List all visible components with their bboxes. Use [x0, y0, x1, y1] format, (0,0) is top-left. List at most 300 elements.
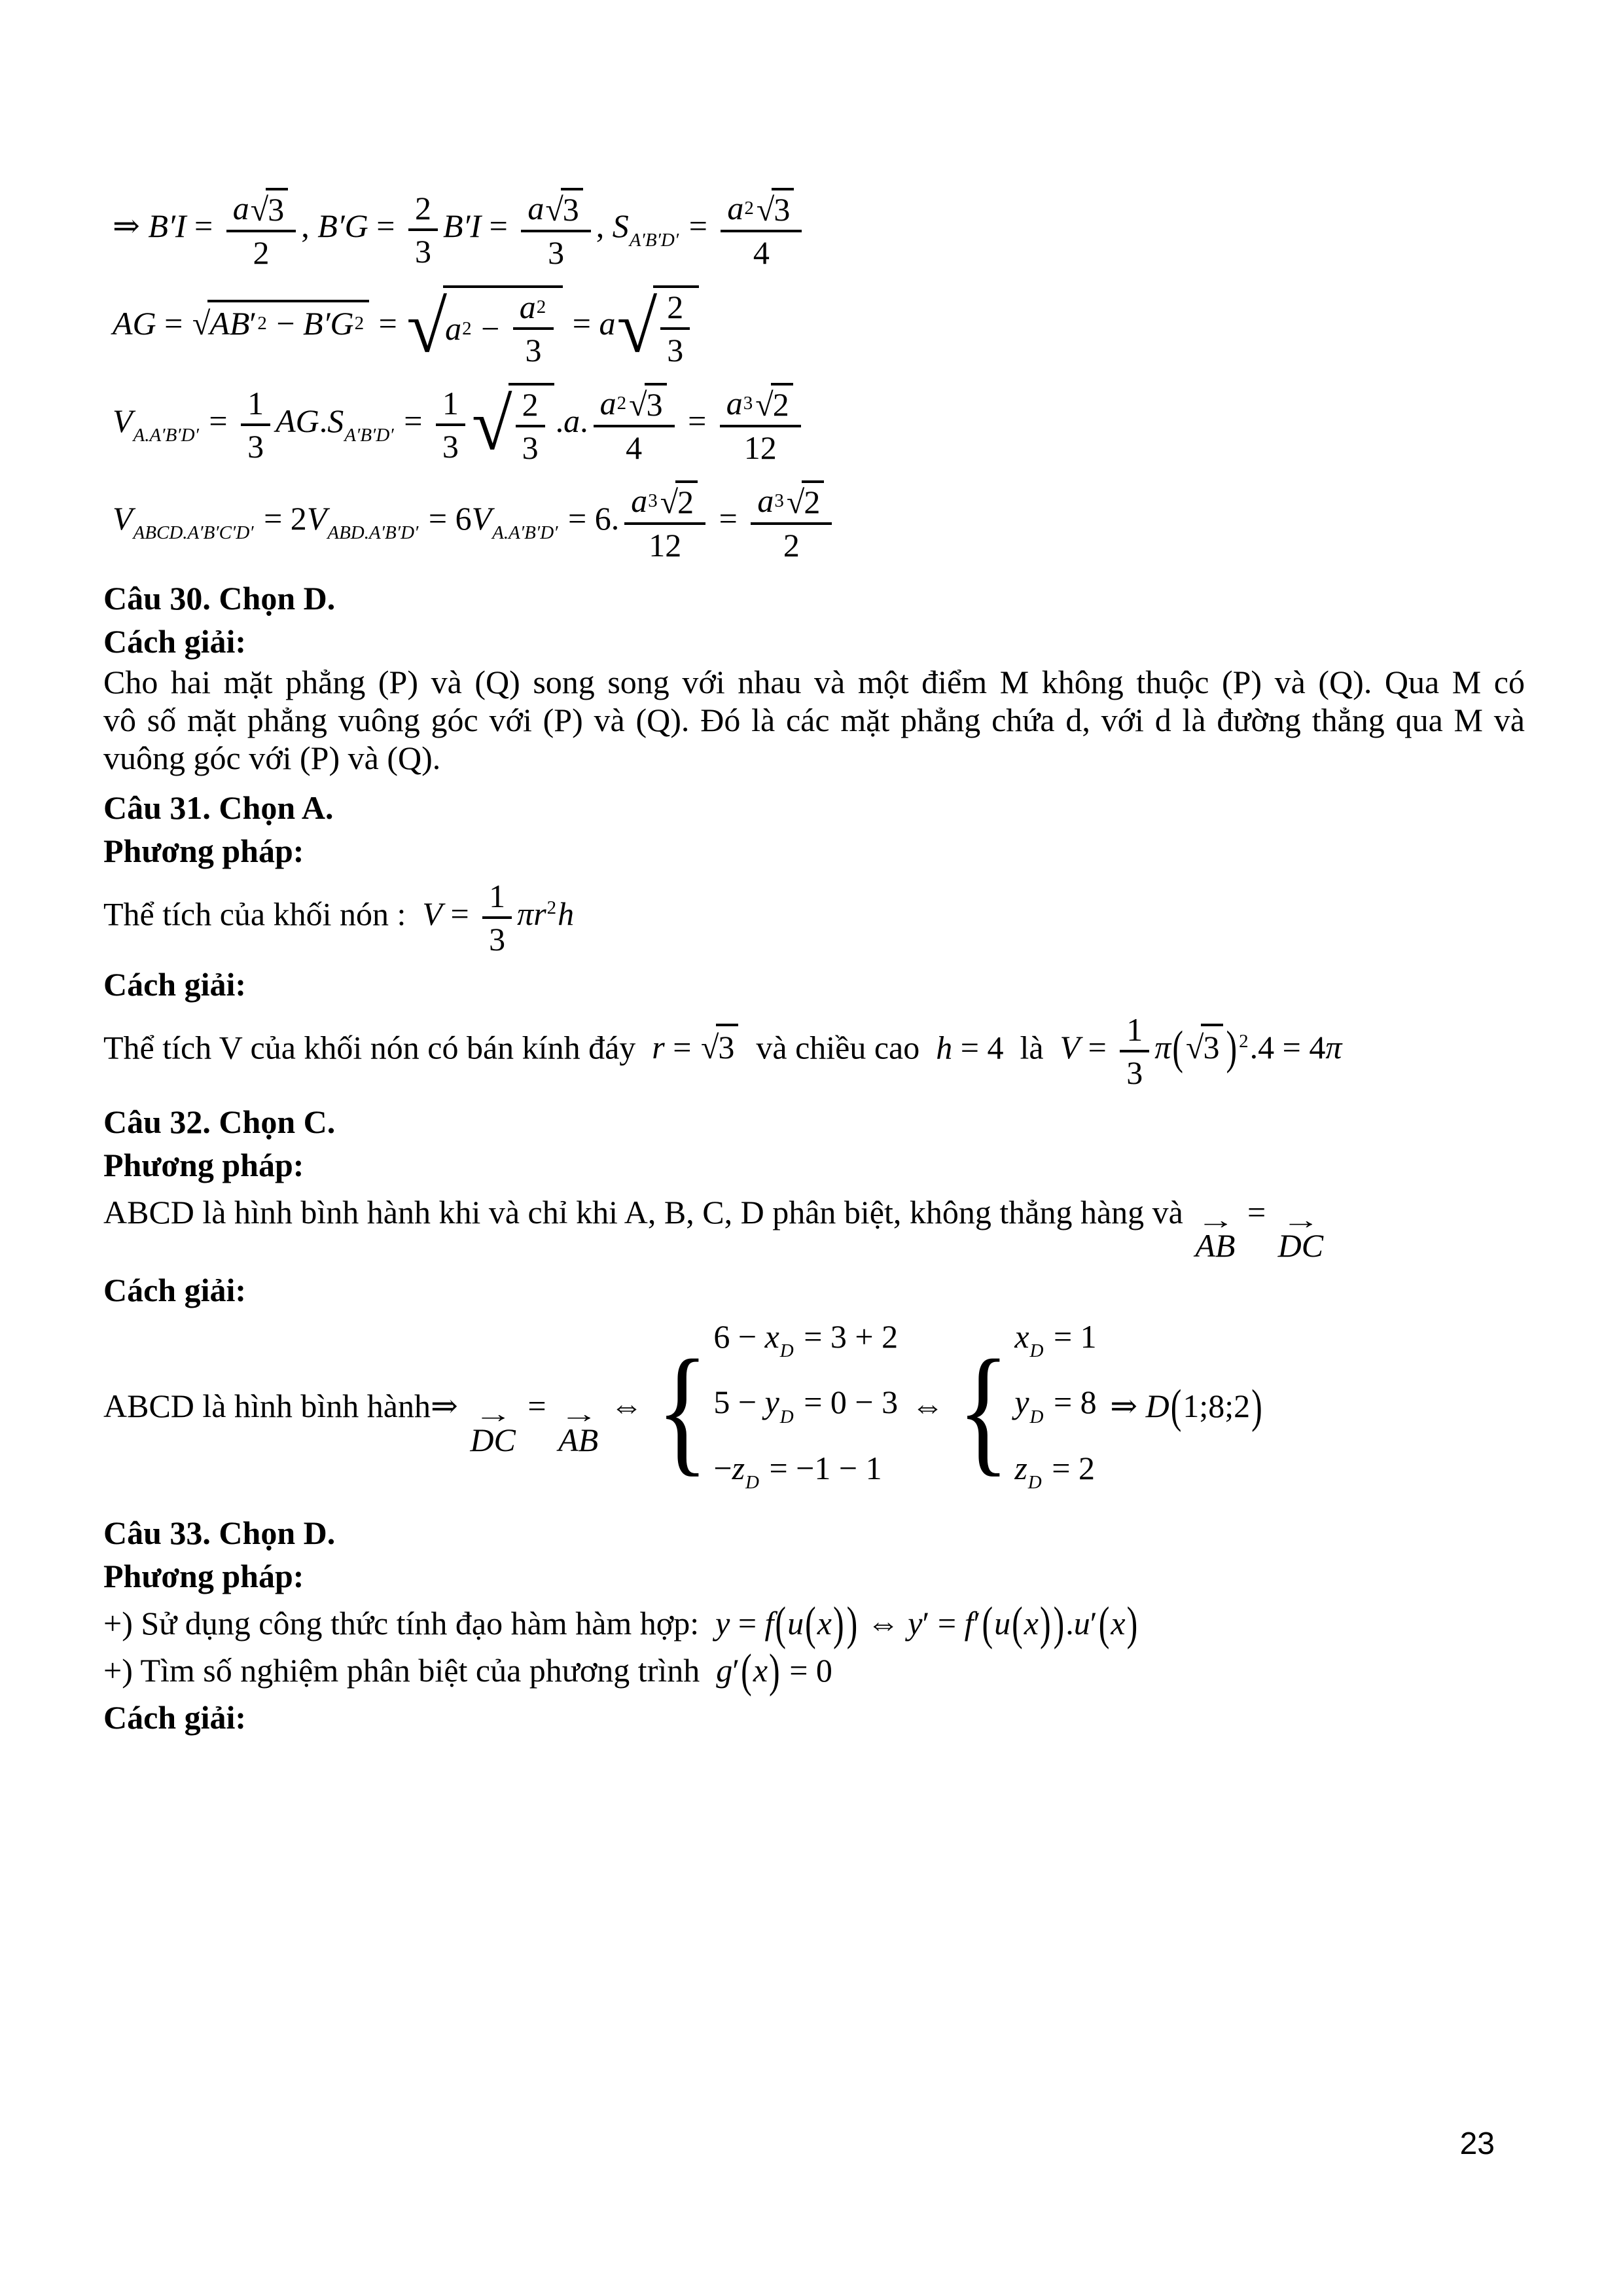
- formula-line: [103, 480, 1525, 564]
- math-text: = 8: [1045, 1384, 1097, 1421]
- math-text: 1: [247, 384, 264, 422]
- fraction-numerator: [516, 386, 545, 427]
- math-variable: a: [599, 384, 616, 422]
- math-text: 12: [649, 527, 682, 564]
- fraction-denominator: [783, 525, 800, 564]
- math-text: 2: [772, 386, 789, 423]
- square-root: [472, 383, 554, 466]
- left-paren: (: [805, 1596, 816, 1651]
- radical-icon: √: [471, 384, 512, 465]
- math-text: ⇒: [1101, 1388, 1146, 1425]
- math-text: =: [1239, 1194, 1274, 1230]
- paren-group: [1171, 1020, 1238, 1075]
- square-root: [755, 383, 793, 423]
- math-text: = −1 − 1: [760, 1449, 882, 1486]
- inline-math: [715, 1596, 1139, 1651]
- math-variable: u: [787, 1605, 804, 1642]
- math-text: 3: [562, 191, 579, 228]
- math-text: = 0 − 3: [795, 1384, 899, 1421]
- square-root: [660, 480, 698, 520]
- math-text: .4 = 4: [1249, 1029, 1326, 1066]
- math-text: 6 −: [713, 1318, 765, 1355]
- text-math-line: [103, 1192, 1525, 1263]
- math-text: ⇔: [602, 1388, 652, 1425]
- vector-name: DC: [1277, 1227, 1324, 1265]
- math-text: =: [681, 207, 716, 244]
- fraction-denominator: [1126, 1052, 1143, 1091]
- fraction: [751, 480, 832, 564]
- math-text: ′ =: [922, 1605, 965, 1642]
- radicand: [508, 383, 554, 466]
- left-paren: (: [1098, 1596, 1110, 1651]
- line-text: ABCD là hình bình hành: [103, 1388, 431, 1425]
- inline-math: [716, 1643, 832, 1698]
- fraction-numerator: [226, 188, 296, 232]
- fraction: [721, 188, 802, 271]
- math-text: 3: [247, 427, 264, 465]
- radical-icon: √: [545, 191, 563, 228]
- radicand: [266, 188, 288, 228]
- math-text: =: [664, 1029, 700, 1066]
- radicand: [561, 188, 583, 228]
- math-text: =: [481, 207, 516, 244]
- superscript: 2: [1239, 1030, 1249, 1052]
- math-variable: u: [1073, 1605, 1090, 1642]
- equation-row: [713, 1382, 898, 1437]
- math-text: =: [156, 304, 191, 342]
- radicand: [1201, 1024, 1223, 1067]
- math-text: = 3 + 2: [795, 1318, 899, 1355]
- math-text: 3: [1126, 1054, 1143, 1091]
- question-heading: Câu 32. Chọn C.: [103, 1103, 336, 1140]
- radicand: [771, 383, 793, 423]
- fraction-numerator: [720, 383, 801, 427]
- vector-name: AB: [1195, 1227, 1236, 1265]
- section-label: Phương pháp:: [103, 1147, 304, 1183]
- math-variable: B′G: [317, 207, 368, 244]
- superscript: 3: [774, 490, 784, 511]
- math-text: ′: [732, 1652, 740, 1689]
- left-paren: (: [1170, 1379, 1182, 1433]
- math-text: ′: [973, 1605, 981, 1642]
- math-text: 1: [489, 878, 506, 914]
- math-variable: B′I: [443, 207, 482, 244]
- inline-math: [1060, 1011, 1342, 1091]
- fraction: [513, 289, 554, 368]
- fraction-numerator: [721, 188, 802, 232]
- paren-group: [1169, 1379, 1264, 1433]
- inline-math: [936, 1029, 1003, 1066]
- right-paren: ): [1039, 1596, 1051, 1651]
- math-text: 3: [774, 191, 791, 228]
- square-root: [251, 188, 288, 228]
- math-variable: x: [764, 1318, 779, 1355]
- fraction-denominator: [744, 427, 777, 466]
- math-text: 3: [268, 191, 285, 228]
- radicand: [207, 300, 369, 344]
- left-paren: (: [1172, 1020, 1184, 1075]
- math-text: =: [395, 402, 431, 439]
- math-text: −: [713, 1449, 732, 1486]
- math-variable: y: [715, 1605, 730, 1642]
- line-text: +) Tìm số nghiệm phân biệt của phương trình: [103, 1652, 717, 1689]
- right-paren: ): [1053, 1596, 1065, 1651]
- line-text: +) Sử dụng công thức tính đạo hàm hàm hợp:: [103, 1605, 716, 1642]
- paragraph: [103, 663, 1525, 777]
- math-variable: a: [727, 189, 744, 226]
- math-text: ⇔: [903, 1388, 953, 1425]
- inline-math: [422, 878, 575, 958]
- math-variable: h: [936, 1029, 953, 1066]
- fraction: [594, 383, 675, 466]
- superscript: 2: [744, 197, 754, 219]
- math-variable: AG: [113, 304, 156, 342]
- vector: [1277, 1206, 1324, 1265]
- fraction-numerator: [513, 289, 554, 330]
- math-variable: V: [471, 499, 492, 537]
- fraction: [241, 385, 270, 465]
- math-text: 3: [646, 386, 663, 423]
- vector-name: DC: [470, 1421, 516, 1458]
- math-text: 4: [626, 429, 643, 466]
- fraction-denominator: [415, 231, 431, 270]
- brace-icon: {: [656, 1330, 709, 1489]
- math-text: 2: [783, 527, 800, 564]
- section-label: Cách giải:: [103, 1271, 247, 1308]
- math-variable: V: [422, 895, 442, 933]
- left-paren: (: [982, 1596, 993, 1651]
- fraction-denominator: [753, 232, 770, 271]
- radicand: [645, 383, 667, 423]
- question-heading: Câu 30. Chọn D.: [103, 580, 336, 617]
- subscript: ABCD.A′B′C′D′: [133, 522, 254, 544]
- math-variable: y: [908, 1605, 923, 1642]
- math-variable: r: [533, 895, 546, 933]
- math-text: =: [186, 207, 221, 244]
- math-text: ⇒: [430, 1388, 467, 1425]
- text-math-line: [103, 878, 1525, 958]
- square-root: [1186, 1024, 1223, 1067]
- math-variable: V: [113, 402, 133, 439]
- fraction-denominator: [526, 330, 542, 368]
- subscript: D: [1027, 1472, 1042, 1494]
- math-text: .: [319, 402, 328, 439]
- fraction: [516, 386, 545, 466]
- math-text: .: [580, 402, 588, 439]
- square-root: [757, 188, 794, 228]
- math-text: 12: [743, 429, 777, 466]
- math-text: =: [370, 304, 406, 342]
- math-variable: π: [1325, 1029, 1342, 1066]
- vector-arrow-icon: →: [474, 1400, 512, 1429]
- subscript: ABD.A′B′D′: [327, 522, 419, 544]
- right-paren: ): [769, 1643, 780, 1698]
- radical-icon: √: [700, 1029, 719, 1066]
- math-text: =: [519, 1388, 555, 1425]
- right-paren: ): [1226, 1020, 1238, 1075]
- fraction-denominator: [649, 525, 681, 564]
- inline-math: [1191, 1194, 1327, 1265]
- superscript: 3: [743, 392, 753, 414]
- fraction-denominator: [253, 232, 269, 271]
- page-number: 23: [1459, 2126, 1495, 2161]
- question-heading: Câu 31. Chọn A.: [103, 789, 334, 826]
- fraction-numerator: [408, 190, 438, 231]
- equation-system: [656, 1317, 898, 1503]
- paren-group: [1010, 1596, 1052, 1651]
- math-variable: x: [1014, 1318, 1029, 1355]
- section-label: Phương pháp:: [103, 833, 304, 869]
- math-text: .: [555, 402, 564, 439]
- math-text: 3: [718, 1029, 735, 1066]
- vector-arrow-icon: →: [1281, 1206, 1319, 1234]
- math-text: 2: [677, 484, 694, 520]
- math-variable: z: [1014, 1449, 1027, 1486]
- fraction-denominator: [489, 919, 505, 958]
- section-label: Cách giải:: [103, 623, 247, 660]
- subscript: D: [779, 1340, 794, 1362]
- superscript: 2: [354, 312, 365, 334]
- fraction-numerator: [436, 385, 465, 426]
- text-math-line: [103, 1011, 1525, 1091]
- vector: [1195, 1206, 1236, 1265]
- math-variable: a: [757, 482, 774, 519]
- fraction-denominator: [667, 330, 683, 368]
- subscript: D: [1029, 1340, 1044, 1362]
- square-root: [617, 285, 700, 368]
- math-variable: x: [753, 1652, 768, 1689]
- paragraph-line: vuông góc với (P) và (Q).: [103, 740, 441, 776]
- math-text: = 2: [1043, 1449, 1095, 1486]
- fraction-denominator: [626, 427, 642, 466]
- equation-row: [713, 1448, 898, 1503]
- radical-icon: √: [629, 386, 647, 423]
- vector-arrow-icon: →: [560, 1400, 597, 1429]
- inline-math: [430, 1318, 1264, 1494]
- math-text: −: [473, 310, 508, 347]
- math-text: =: [711, 499, 746, 537]
- math-text: 2: [522, 386, 539, 423]
- fraction-numerator: [594, 383, 675, 427]
- text-math-line: [103, 1317, 1525, 1503]
- radical-icon: √: [786, 484, 805, 520]
- vector-name: AB: [558, 1421, 599, 1458]
- radicand: [716, 1024, 738, 1067]
- fraction-numerator: [521, 188, 590, 232]
- math-variable: r: [652, 1029, 665, 1066]
- math-text: 3: [667, 332, 684, 368]
- math-text: ,: [596, 207, 613, 244]
- math-variable: π: [517, 895, 534, 933]
- square-root: [545, 188, 582, 228]
- text-math-line: [103, 1596, 1525, 1651]
- vector: [558, 1400, 599, 1458]
- superscript: 2: [616, 392, 627, 414]
- math-text: = 1: [1045, 1318, 1097, 1355]
- fraction: [436, 385, 465, 465]
- equation-row: [1014, 1448, 1096, 1503]
- superscript: 2: [546, 897, 557, 918]
- brace-icon: {: [957, 1330, 1010, 1489]
- math-text: =: [368, 207, 403, 244]
- paren-group: [1097, 1596, 1139, 1651]
- section-label: Cách giải:: [103, 1699, 247, 1736]
- text-math-line: [103, 1643, 1525, 1698]
- math-text: 3: [525, 332, 542, 368]
- math-text: = 6.: [560, 499, 620, 537]
- math-text: 3: [442, 427, 459, 465]
- math-variable: a: [599, 304, 616, 342]
- math-text: 1: [1126, 1011, 1143, 1048]
- math-text: =: [1080, 1029, 1115, 1066]
- subscript: A′B′D′: [344, 425, 394, 446]
- superscript: 2: [462, 318, 472, 339]
- paren-group: [740, 1643, 781, 1698]
- equation-system: [957, 1317, 1097, 1503]
- math-text: 2: [415, 189, 431, 226]
- math-text: =: [679, 402, 715, 439]
- fraction-numerator: [241, 385, 270, 426]
- left-paren: (: [1012, 1596, 1023, 1651]
- formula-line: [103, 188, 1525, 271]
- math-variable: AG: [276, 402, 319, 439]
- inline-math: [652, 1029, 740, 1066]
- math-text: 3: [415, 232, 431, 270]
- math-text: 2: [253, 234, 270, 271]
- equation-row: [713, 1317, 898, 1371]
- fraction-numerator: [624, 480, 705, 525]
- math-variable: a: [726, 384, 743, 422]
- radical-icon: √: [660, 484, 679, 520]
- fraction: [482, 878, 512, 958]
- subscript: D: [745, 1472, 759, 1494]
- math-text: = 0: [781, 1652, 832, 1689]
- math-text: ′: [249, 304, 257, 342]
- math-text: 1;8;2: [1183, 1388, 1251, 1425]
- square-root: [406, 285, 563, 368]
- line-text: và chiều cao: [740, 1029, 936, 1066]
- line-text: ABCD là hình bình hành khi và chỉ khi A, B, C, D phân biệt, không thẳng hàng và: [103, 1194, 1192, 1230]
- radical-icon: √: [756, 191, 775, 228]
- math-variable: u: [994, 1605, 1011, 1642]
- fraction-denominator: [522, 427, 539, 466]
- math-text: .: [1065, 1605, 1074, 1642]
- left-paren: (: [775, 1596, 787, 1651]
- fraction: [660, 289, 690, 368]
- math-text: −: [268, 304, 304, 342]
- subscript: A′B′D′: [629, 230, 679, 251]
- paragraph-line: vô số mặt phẳng vuông góc với (P) và (Q). Đó là các mặt phẳng chứa d, với d là đường thẳng qua M và: [103, 702, 1525, 738]
- math-variable: y: [1014, 1384, 1029, 1421]
- line-text: Thể tích V của khối nón có bán kính đáy: [103, 1029, 652, 1066]
- math-variable: B′G: [303, 304, 354, 342]
- radicand: [802, 480, 824, 520]
- paren-group: [774, 1596, 859, 1651]
- superscript: 3: [648, 490, 658, 511]
- radical-icon: √: [1186, 1029, 1204, 1066]
- math-variable: g: [716, 1652, 733, 1689]
- math-text: = 4: [952, 1029, 1004, 1066]
- math-variable: a: [527, 189, 544, 226]
- math-variable: a: [445, 310, 462, 347]
- radical-icon: √: [755, 386, 774, 423]
- radicand: [653, 285, 699, 368]
- radical-icon: √: [192, 304, 211, 342]
- section-label: Cách giải:: [103, 966, 247, 1003]
- math-variable: V: [306, 499, 327, 537]
- math-text: ,: [301, 207, 318, 244]
- fraction-numerator: [751, 480, 832, 525]
- fraction-numerator: [482, 878, 512, 919]
- math-variable: D: [1145, 1388, 1169, 1425]
- fraction: [521, 188, 590, 271]
- fraction: [226, 188, 296, 271]
- math-variable: z: [732, 1449, 745, 1486]
- math-variable: π: [1154, 1029, 1171, 1066]
- fraction-denominator: [548, 232, 564, 271]
- equation-row: [1014, 1382, 1096, 1437]
- math-variable: f: [764, 1605, 774, 1642]
- radical-icon: √: [250, 191, 269, 228]
- section-label: Phương pháp:: [103, 1558, 304, 1595]
- subscript: D: [1029, 1406, 1044, 1427]
- fraction: [624, 480, 705, 564]
- math-variable: V: [113, 499, 133, 537]
- line-text: Thể tích của khối nón :: [103, 895, 423, 933]
- subscript: D: [779, 1406, 794, 1427]
- right-paren: ): [1126, 1596, 1138, 1651]
- subscript: A.A′B′D′: [133, 425, 199, 446]
- subscript: A.A′B′D′: [492, 522, 558, 544]
- math-text: 3: [1203, 1029, 1220, 1066]
- math-variable: f: [964, 1605, 974, 1642]
- equation-system-rows: [713, 1317, 898, 1503]
- math-text: ′: [1090, 1605, 1097, 1642]
- right-paren: ): [832, 1596, 844, 1651]
- radicand: [443, 285, 563, 368]
- math-variable: S: [612, 207, 629, 244]
- math-variable: V: [1060, 1029, 1080, 1066]
- math-text: 3: [548, 234, 565, 271]
- math-text: =: [200, 402, 236, 439]
- right-paren: ): [846, 1596, 858, 1651]
- math-variable: a: [631, 482, 648, 519]
- fraction-numerator: [1120, 1011, 1149, 1052]
- math-variable: x: [817, 1605, 832, 1642]
- right-paren: ): [1251, 1379, 1262, 1433]
- paren-group: [980, 1596, 1065, 1651]
- math-variable: x: [1111, 1605, 1126, 1642]
- math-text: 5 −: [713, 1384, 765, 1421]
- equation-system-rows: [1014, 1317, 1096, 1503]
- math-text: ⇔: [859, 1605, 908, 1642]
- math-text: ⇒: [113, 207, 149, 244]
- radicand: [675, 480, 698, 520]
- math-variable: AB: [209, 304, 250, 342]
- vector: [470, 1400, 516, 1458]
- math-text: =: [442, 895, 478, 933]
- formula-line: [103, 383, 1525, 466]
- fraction: [720, 383, 801, 466]
- math-text: 3: [522, 429, 539, 466]
- math-text: = 6: [420, 499, 472, 537]
- radicand: [772, 188, 794, 228]
- superscript: 2: [536, 296, 546, 317]
- square-root: [629, 383, 666, 423]
- math-text: 3: [489, 921, 506, 958]
- radical-icon: √: [406, 286, 448, 368]
- math-text: 2: [804, 484, 821, 520]
